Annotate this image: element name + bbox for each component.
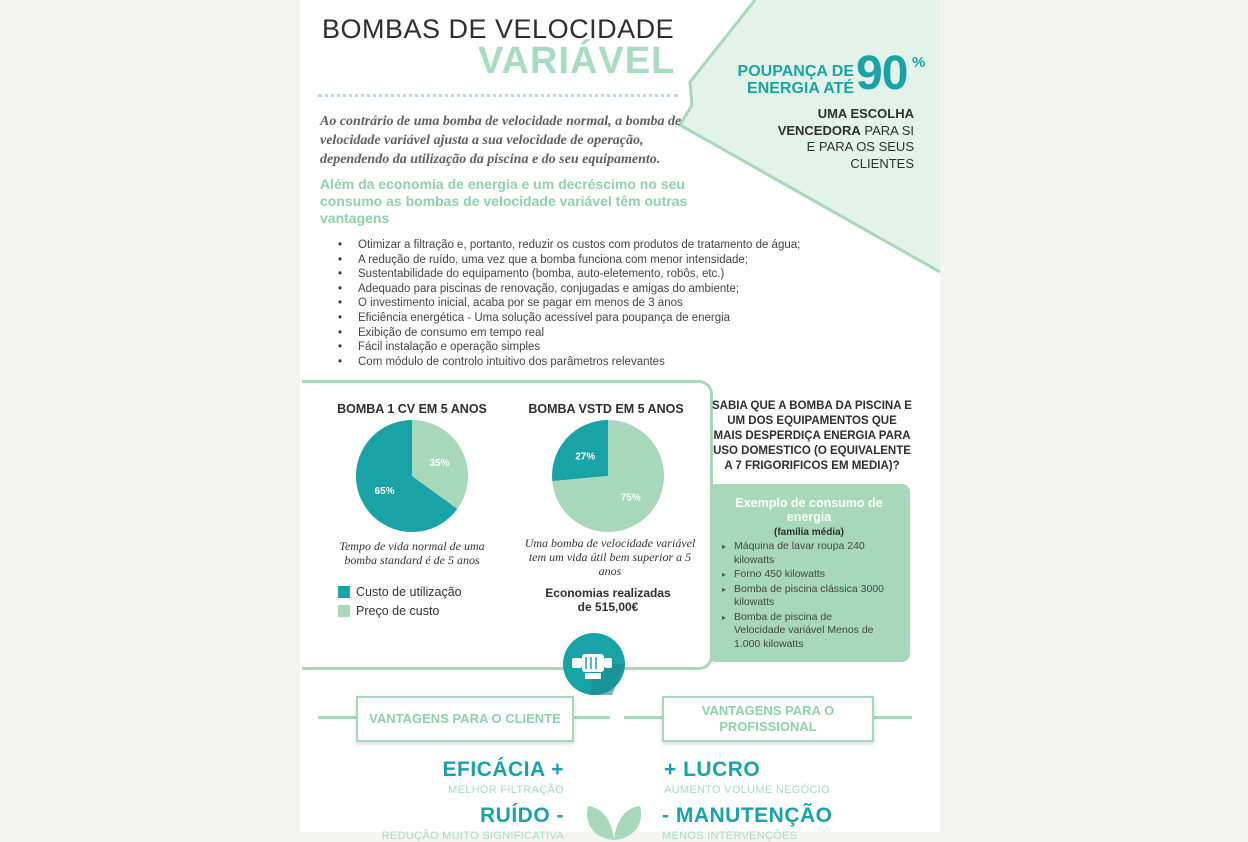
client-badge-text: VANTAGENS PARA O CLIENTE (369, 711, 561, 726)
pie-data-label: 65% (374, 485, 395, 497)
economy-note (538, 586, 678, 614)
list-item: • O investimento inicial, acaba por se pagar em menos de 3 anos (358, 296, 918, 311)
example-subtitle: (família média) (773, 527, 845, 538)
caption-standard: Tempo de vida normal de uma bomba standard é de 5 anos (339, 539, 485, 567)
list-item: ▸ Forno 450 kilowatts (734, 568, 884, 582)
economy-line2: de 515,00€ (577, 600, 639, 614)
chart-title-right: BOMBA VSTD EM 5 ANOS (528, 402, 684, 416)
pro-badge-text: VANTAGENS PARA O PROFISSIONAL (701, 703, 835, 734)
list-item: • Sustentabilidade do equipamento (bomba, auto-eletemento, robôs, etc.) (358, 267, 918, 282)
winner-text (740, 106, 914, 172)
title-line2: VARIÁVEL (478, 40, 676, 82)
pro-advantage-2-title: - MANUTENÇÃO (662, 804, 833, 827)
winner-line2-bold: VENCEDORA (777, 122, 861, 138)
dotted-divider (318, 94, 678, 97)
caption-vstd: Uma bomba de velocidade variável tem um vida útil bem superior a 5 anos (524, 536, 696, 578)
economy-line1: Economias realizadas (545, 586, 671, 600)
client-advantage-1 (443, 758, 564, 796)
list-item: • A redução de ruído, uma vez que a bomba funciona com menor intensidade; (358, 253, 918, 268)
list-item: • Fácil instalação e operação simples (358, 340, 918, 355)
pie-data-label: 27% (575, 451, 596, 463)
pro-advantage-2-sub: MENOS INTERVENÇÕES (662, 830, 798, 842)
client-advantage-1-sub: MELHOR FILTRAÇÃO (448, 784, 564, 796)
list-item: ▸ Máquina de lavar roupa 240 kilowatts (734, 540, 884, 567)
example-title: Exemplo de consumo de energia (735, 496, 883, 524)
winner-line3: E PARA OS SEUS (806, 139, 914, 154)
benefits-subheading: Além da economia de energia e um decréscimo no seu consumo as bombas de velocidade variável têm outras vantagens (320, 176, 688, 226)
list-item: • Otimizar a filtração e, portanto, reduzir os custos com produtos de tratamento de água; (358, 238, 918, 253)
legend-swatch-price (338, 605, 350, 617)
winner-line1: UMA ESCOLHA (817, 106, 914, 121)
list-item: • Eficiência energética - Uma solução acessível para poupança de energia (358, 311, 918, 326)
winner-line4: CLIENTES (850, 155, 914, 171)
example-list (734, 540, 884, 652)
did-you-know-text: SABIA QUE A BOMBA DA PISCINA E UM DOS EQUIPAMENTOS QUE MAIS DESPERDIÇA ENERGIA PARA USO DOMESTICO (O EQUIVALENTE A 7 FRIGORIFICOS EM MEDIA)? (712, 400, 912, 472)
flyer-page (300, 0, 940, 842)
pie-data-label: 35% (429, 458, 450, 470)
benefits-list (358, 238, 918, 369)
list-item: • Com módulo de controlo intuitivo dos parâmetros relevantes (358, 355, 918, 370)
pie-chart-vstd (550, 418, 666, 534)
chart-title-left: BOMBA 1 CV EM 5 ANOS (337, 402, 487, 416)
savings-unit: % (912, 54, 926, 71)
client-advantages-badge (356, 696, 574, 742)
pie-data-label: 75% (620, 492, 641, 504)
leaf-icon (582, 800, 646, 840)
savings-value: 90 (856, 47, 908, 100)
client-advantage-2-sub: REDUÇÃO MUITO SIGNIFICATIVA (381, 830, 564, 842)
pro-advantages-badge (662, 696, 874, 742)
list-item: ▸ Bomba de piscina de Velocidade variável Menos de 1.000 kilowatts (734, 611, 884, 652)
list-item: • Exibição de consumo em tempo real (358, 326, 918, 341)
pro-advantage-1-sub: AUMENTO VOLUME NEGÓCIO (664, 784, 830, 796)
savings-label: POUPANÇA DE ENERGIA ATÉ (737, 63, 854, 97)
pro-advantage-2 (662, 804, 832, 842)
pump-icon (562, 632, 626, 696)
legend-label-price: Preço de custo (356, 604, 440, 618)
intro-paragraph: Ao contrário de uma bomba de velocidade normal, a bomba de velocidade variável ajusta a sua velocidade de operação, dependendo da utilização da piscina e do seu equipamento. (320, 114, 682, 167)
winner-line2-rest: PARA SI (860, 122, 914, 138)
list-item: ▸ Bomba de piscina clássica 3000 kilowatts (734, 583, 884, 610)
pro-advantage-1-title: + LUCRO (664, 758, 761, 781)
pro-advantage-1 (664, 758, 830, 796)
client-advantage-2-title: RUÍDO - (480, 804, 564, 827)
list-item: • Adequado para piscinas de renovação, conjugadas e amigas do ambiente; (358, 282, 918, 297)
client-advantage-2 (382, 804, 564, 842)
title-line1: BOMBAS DE VELOCIDADE (322, 14, 675, 44)
pie-chart-standard (354, 418, 470, 534)
legend-swatch-usage (338, 586, 350, 598)
legend-label-usage: Custo de utilização (356, 585, 462, 599)
client-advantage-1-title: EFICÁCIA + (442, 758, 564, 781)
